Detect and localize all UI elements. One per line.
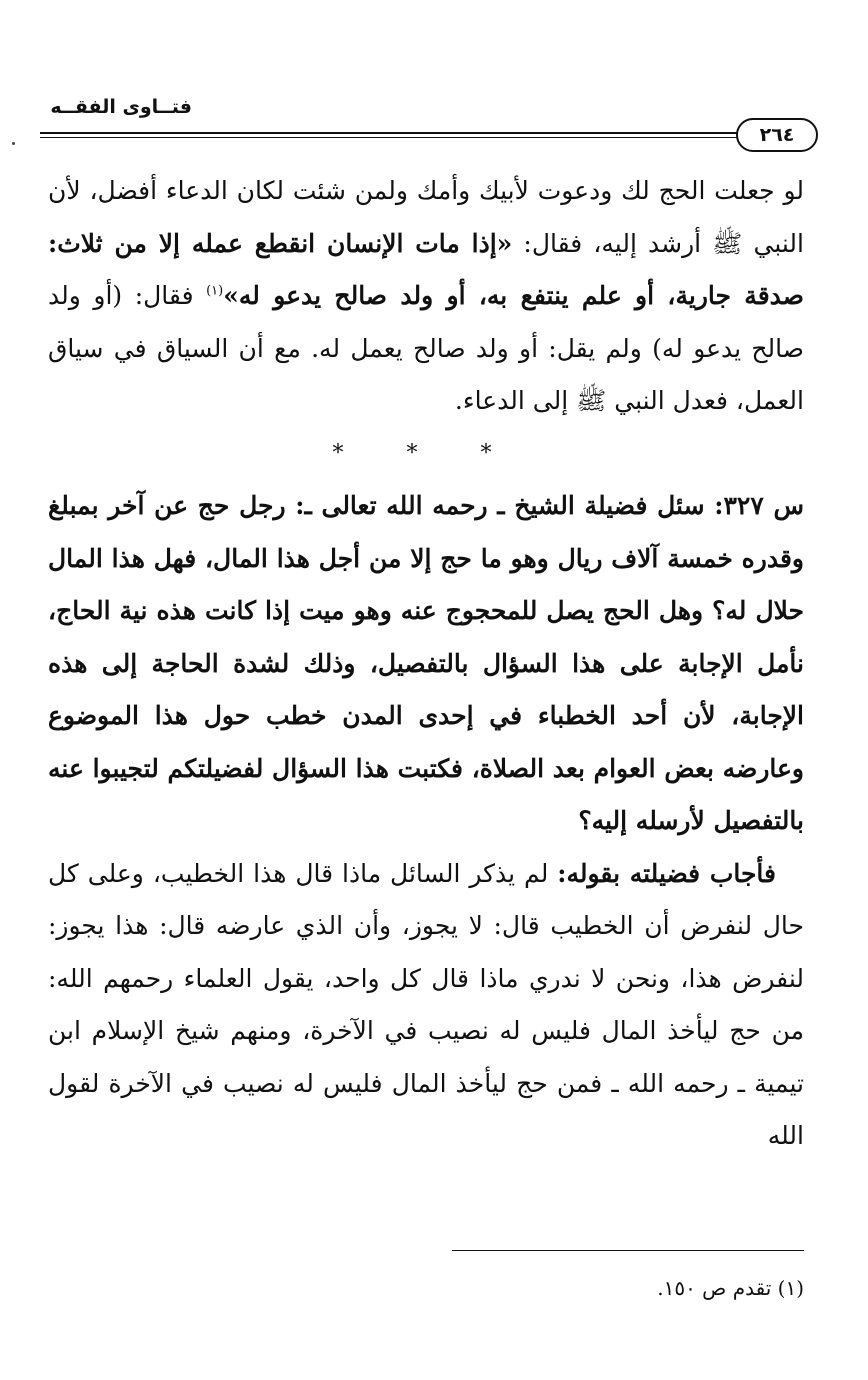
header-rule [40, 132, 740, 134]
question-number: س ٣٢٧: [714, 491, 804, 520]
paragraph-hadith-discussion [48, 165, 804, 428]
hadith-quote: «إذا مات الإنسان انقطع عمله إلا من ثلاث: صدقة جارية، أو علم ينتفع به، أو ولد صالح يدعو له» [48, 228, 804, 310]
answer-label: فأجاب فضيلته بقوله: [557, 858, 777, 888]
page-header [40, 90, 822, 150]
question-paragraph [48, 480, 804, 848]
footnote-separator [452, 1250, 804, 1251]
page-number: ٢٦٤ [736, 118, 818, 152]
section-separator: * * * [332, 440, 520, 466]
paragraph-text: لو جعلت الحج لك ودعوت لأبيك وأمك ولمن شئت لكان الدعاء أفضل، لأن النبي ﷺ أرشد إليه، فقال: [48, 176, 804, 258]
question-text: سئل فضيلة الشيخ ـ رحمه الله تعالى ـ: رجل حج عن آخر بمبلغ وقدره خمسة آلاف ريال وهو ما حج إلا من أجل هذا المال، فهل هذا المال حلال له؟ وهل الحج يصل للمحجوج عنه وهو ميت إذا كانت هذه نية الحاج، نأمل الإجابة على هذا السؤال بالتفصيل، وذلك لشدة الحاجة إلى هذه الإجابة، لأن أحد الخطباء في إحدى المدن خطب حول هذا الموضوع وعارضه بعض العوام بعد الصلاة، فكتبت هذا السؤال لفضيلتكم لتجيبوا عنه بالتفصيل لأرسله إليه؟ [48, 491, 804, 835]
page-body [48, 165, 804, 1163]
answer-text: لم يذكر السائل ماذا قال هذا الخطيب، وعلى كل حال لنفرض أن الخطيب قال: لا يجوز، وأن الذي عارضه قال: هذا يجوز: لنفرض هذا، ونحن لا ندري ماذا قال كل واحد، يقول العلماء رحمهم الله: من حج ليأخذ المال فليس له نصيب في الآخرة، ومنهم شيخ الإسلام ابن تيمية ـ رحمه الله ـ فمن حج ليأخذ المال فليس له نصيب في الآخرة لقول الله [48, 858, 804, 1150]
footnote-reference: (١) [206, 283, 224, 299]
scan-speck [12, 142, 15, 145]
running-title: فتــاوى الفقــه [50, 96, 192, 118]
paragraph-text-continued: فقال: (أو ولد صالح يدعو له) ولم يقل: أو ولد صالح يعمل له. مع أن السياق في سياق العمل، فعدل النبي ﷺ إلى الدعاء. [48, 281, 804, 415]
footnote: (١) تقدم ص ١٥٠. [657, 1276, 804, 1300]
header-rule-thin [40, 137, 740, 138]
answer-paragraph [48, 848, 804, 1163]
